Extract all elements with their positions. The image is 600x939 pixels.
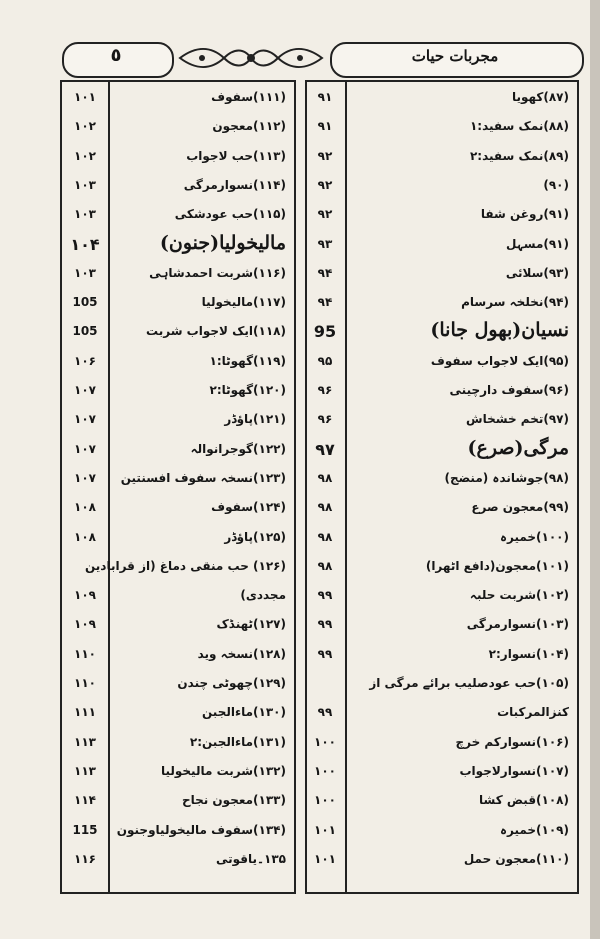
page-ref: ۹۹ <box>317 588 333 603</box>
contents-entry: (۹۵)ایک لاجواب سفوف <box>430 353 569 368</box>
contents-entry: (۱۲۸)نسخہ وید <box>197 646 286 661</box>
running-title: مجربات حیات <box>411 47 499 65</box>
page-ref: ۱۰۳ <box>74 265 96 280</box>
section-heading: مرگی(صرع) <box>467 436 569 459</box>
page-ref: ۹۴ <box>317 295 333 310</box>
contents-entry: (۹۱)روغن شفا <box>480 207 569 222</box>
contents-entry: (۱۰۸)قبض کشا <box>479 793 569 808</box>
contents-entry: (۹۸)جوشاندہ (منضج) <box>444 470 569 485</box>
contents-entry: کنزالمرکبات <box>497 705 569 720</box>
contents-entry: (۱۲۰)گھوٹا:۲ <box>209 383 286 397</box>
contents-entry: (۹۰) <box>543 177 569 192</box>
contents-entry: ۱۳۵۔یاقوتی <box>215 851 286 866</box>
page-ref: ۱۰۷ <box>74 383 96 397</box>
contents-entry: (۸۷)کھویا <box>511 90 569 104</box>
contents-entry: (۱۲۳)نسخہ سفوف افسنتین <box>120 470 286 485</box>
contents-entry: (۱۱۸)ایک لاجواب شربت <box>146 324 286 339</box>
contents-entry: (۱۰۵)حب عودصلیب برائے مرگی از <box>369 676 569 690</box>
page-ref: ۱۱۳ <box>74 763 96 778</box>
page-ref: ۱۰۶ <box>74 353 96 368</box>
contents-entry: (۱۰۳)نسوارمرگی <box>466 617 569 632</box>
page-ref: ۱۱۶ <box>74 851 96 866</box>
page-ref: ۱۱۳ <box>74 734 96 749</box>
page-ref: ۱۰۰ <box>314 734 336 749</box>
page-ref: ۹۸ <box>317 470 333 485</box>
page-ref: ۱۱۴ <box>74 793 96 808</box>
page-ref: ۹۶ <box>317 383 333 397</box>
contents-entry: (۹۶)سفوف دارچینی <box>449 383 569 397</box>
contents-entry: (۱۰۹)خمیرہ <box>499 822 569 837</box>
contents-entry: (۹۷)تخم خشخاش <box>466 412 569 427</box>
page-ref: ۱۰۷ <box>74 412 96 427</box>
page-ref: ۱۰۲ <box>74 119 96 134</box>
contents-entry: (۱۱۷)مالیخولیا <box>201 295 286 310</box>
left-contents-column <box>60 80 296 894</box>
page-ref: ۱۰۱ <box>314 851 336 866</box>
contents-entry: (۱۳۴)سفوف مالیخولیاوجنون <box>116 822 286 837</box>
contents-entry: (۱۱۴)نسوارمرگی <box>183 177 286 192</box>
contents-entry: (۱۱۳)حب لاجواب <box>186 148 286 163</box>
contents-entry: (۱۲۱)پاؤڈر <box>224 412 286 427</box>
page-ref: ۱۱۱ <box>74 705 96 720</box>
page-ref: ۱۰۳ <box>74 177 96 192</box>
page-ref: 105 <box>72 324 98 339</box>
page-ref: ۱۰۸ <box>74 529 96 544</box>
page-ref: 115 <box>72 822 98 837</box>
page-ref: ۱۱۰ <box>74 646 96 661</box>
contents-entry: (۱۰۲)شربت حلبہ <box>469 588 569 603</box>
contents-entry: (۱۲۷)ٹھنڈک <box>216 617 286 632</box>
contents-entry: (۱۱۶)شربت احمدشاہی <box>149 265 286 280</box>
contents-entry: (۱۲۴)سفوف <box>211 500 286 515</box>
contents-entry: مجددی) <box>240 588 286 603</box>
page-ref: ۹۱ <box>317 119 333 134</box>
contents-entry: (۱۳۰)ماءالجبن <box>202 705 286 720</box>
page-ref: ۹۷ <box>315 439 335 459</box>
contents-entry: (۱۱۱)سفوف <box>211 90 286 104</box>
page-ref: ۹۸ <box>317 558 333 573</box>
book-gutter-edge <box>590 0 600 939</box>
contents-entry: (۱۲۹)چھوٹی چندن <box>177 676 286 690</box>
contents-entry: (۹۱)مسہل <box>505 236 569 251</box>
contents-entry: (۸۹)نمک سفید:۲ <box>469 148 569 163</box>
page-header <box>62 42 582 76</box>
page-ref: ۹۸ <box>317 500 333 515</box>
contents-entry: (۱۲۶) حب منقی دماغ (از قرابادین <box>84 558 286 573</box>
page-ref: ۹۶ <box>317 412 333 427</box>
contents-entry: (۱۱۹)گھوٹا:۱ <box>209 353 286 368</box>
contents-entry: (۸۸)نمک سفید:۱ <box>469 119 569 134</box>
page-ref: ۹۵ <box>317 353 333 368</box>
page-ref: ۹۹ <box>317 705 333 720</box>
contents-entry: (۱۲۲)گوجرانوالہ <box>190 441 286 456</box>
contents-entry: (۱۰۱)معجون(دافع اٹھرا) <box>425 558 569 573</box>
page-ref: ۹۲ <box>317 207 333 222</box>
contents-entry: (۱۱۵)حب عودشکی <box>174 207 286 222</box>
contents-entry: (۹۳)سلائی <box>505 265 569 280</box>
page-ref: ۱۰۷ <box>74 470 96 485</box>
page-ref: ۱۰۹ <box>74 588 96 603</box>
contents-entry: (۱۲۵)پاؤڈر <box>224 529 286 544</box>
page-ref: ۹۲ <box>317 177 333 192</box>
ornament-icon <box>176 44 326 72</box>
contents-entry: (۱۱۲)معجون <box>212 119 286 134</box>
page-ref: ۱۰۱ <box>74 90 96 104</box>
contents-entry: (۱۰۶)نسوارکم خرچ <box>455 734 569 749</box>
contents-entry: (۱۰۷)نسوارلاجواب <box>459 763 569 778</box>
right-contents-column <box>305 80 579 894</box>
page-ref: ۱۰۳ <box>74 207 96 222</box>
page-ref: ۹۲ <box>317 148 333 163</box>
section-heading: مالیخولیا(جنون) <box>159 231 286 254</box>
page-ref: ۹۹ <box>317 646 333 661</box>
contents-entry: (۱۳۱)ماءالجبن:۲ <box>189 734 286 749</box>
page-ref: ۹۹ <box>317 617 333 632</box>
page-ref: 105 <box>72 295 98 310</box>
page-ref: ۹۱ <box>317 90 333 104</box>
page-ref: ۱۰۸ <box>74 500 96 515</box>
page-ref: ۱۰۷ <box>74 441 96 456</box>
page-ref: ۱۰۰ <box>314 793 336 808</box>
page-ref: ۹۳ <box>317 236 333 251</box>
page-ref: 95 <box>313 322 337 342</box>
contents-entry: (۱۳۳)معجون نجاح <box>181 793 286 808</box>
page-ref: ۹۴ <box>317 265 333 280</box>
page-ref: ۱۰۴ <box>70 234 100 254</box>
page-ref: ۱۱۰ <box>74 676 96 690</box>
page-ref: ۱۰۰ <box>314 763 336 778</box>
page-number: ٥ <box>110 45 122 66</box>
contents-entry: (۱۱۰)معجون حمل <box>463 851 569 866</box>
contents-entry: (۱۰۴)نسوار:۲ <box>488 646 569 661</box>
contents-entry: (۹۴)نخلخہ سرسام <box>461 295 569 310</box>
contents-entry: (۱۰۰)خمیرہ <box>499 529 569 544</box>
contents-entry: (۱۳۲)شربت مالیخولیا <box>160 763 286 778</box>
contents-entry: (۹۹)معجون صرع <box>471 500 569 515</box>
page-ref: ۱۰۱ <box>314 822 336 837</box>
section-heading: نسیان(بھول جانا) <box>430 319 569 342</box>
page-ref: ۱۰۲ <box>74 148 96 163</box>
page-ref: ۹۸ <box>317 529 333 544</box>
page-ref: ۱۰۹ <box>74 617 96 632</box>
